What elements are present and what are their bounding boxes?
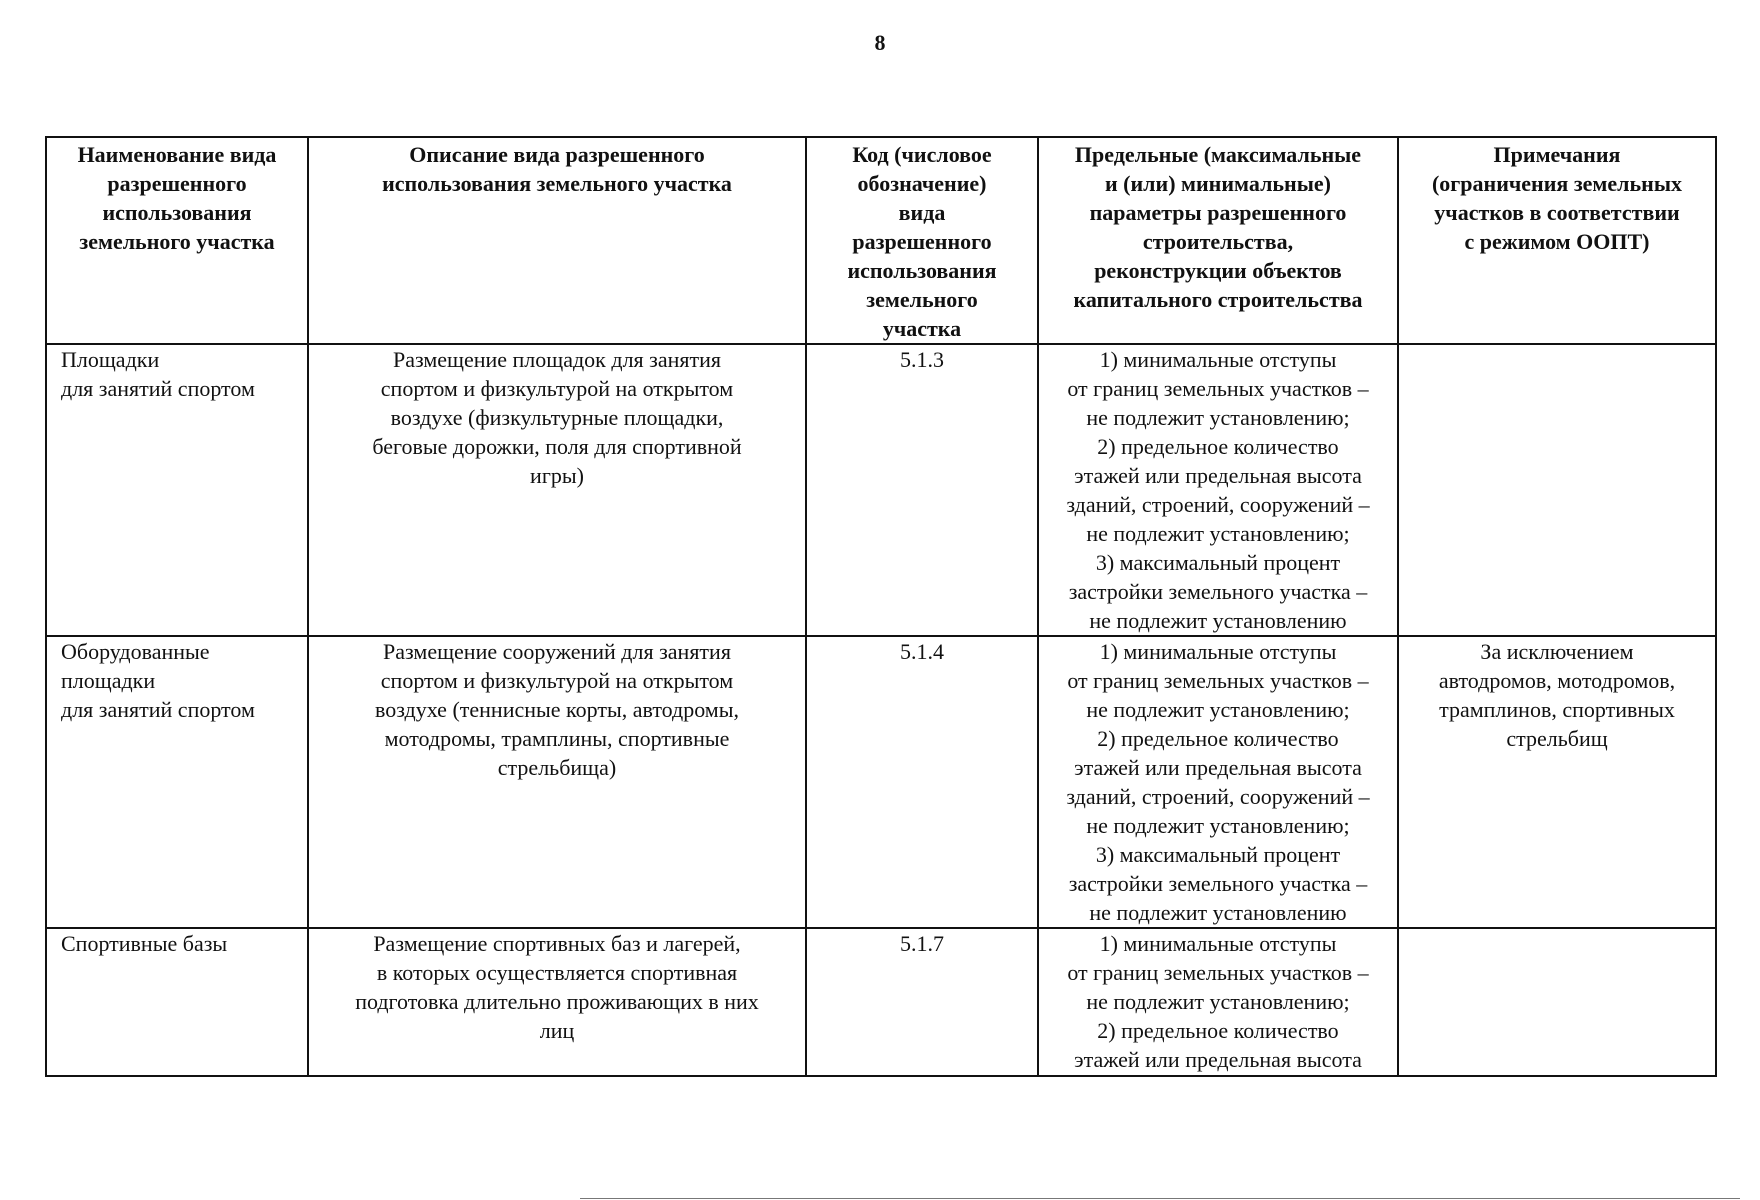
table-row	[46, 344, 1716, 636]
cell-text-line: мотодромы, трамплины, спортивные	[384, 726, 730, 751]
cell-text-line: и (или) минимальные)	[1105, 171, 1331, 196]
cell-build-parameters	[1038, 344, 1398, 636]
cell-text-line: строительства,	[1142, 229, 1294, 254]
cell-text-line: 3) максимальный процент	[1095, 842, 1341, 867]
cell-notes	[1398, 344, 1716, 636]
cell-text-line: зданий, строений, сооружений –	[1066, 784, 1370, 809]
cell-use-description	[308, 636, 806, 928]
cell-text-line: не подлежит установлению	[1089, 608, 1347, 633]
cell-text-line: лиц	[539, 1018, 575, 1043]
cell-text-line: для занятий спортом	[61, 376, 255, 401]
cell-text-line: Спортивные базы	[61, 931, 228, 956]
cell-text-line: этажей или предельная высота	[1074, 463, 1362, 488]
cell-text-line: этажей или предельная высота	[1074, 1047, 1362, 1072]
cell-text-line: от границ земельных участков –	[1067, 376, 1369, 401]
cell-text-line: реконструкции объектов	[1094, 258, 1342, 283]
cell-text-line: подготовка длительно проживающих в них	[355, 989, 759, 1014]
cell-text-line: для занятий спортом	[61, 697, 255, 722]
cell-text-line: не подлежит установлению	[1089, 900, 1347, 925]
cell-text-line: не подлежит установлению;	[1086, 813, 1350, 838]
cell-text-line: Наименование вида	[77, 142, 277, 167]
cell-text-line: 5.1.4	[900, 639, 944, 664]
cell-text-line: (ограничения земельных	[1431, 171, 1682, 196]
cell-text-line: от границ земельных участков –	[1067, 960, 1369, 985]
cell-text-line: спортом и физкультурой на открытом	[380, 376, 734, 401]
cell-text-line: Примечания	[1493, 142, 1621, 167]
cell-text-line: 1) минимальные отступы	[1099, 639, 1337, 664]
cell-text-line: параметры разрешенного	[1089, 200, 1347, 225]
cell-text-line: Размещение площадок для занятия	[392, 347, 722, 372]
cell-text-line: этажей или предельная высота	[1074, 755, 1362, 780]
cell-text-line: использования земельного участка	[382, 171, 732, 196]
cell-text-line: площадки	[61, 668, 156, 693]
cell-text-line: капитального строительства	[1073, 287, 1363, 312]
cell-build-parameters	[1038, 928, 1398, 1076]
header-name	[46, 137, 308, 344]
cell-text-line: Код (числовое	[852, 142, 992, 167]
cell-use-name	[46, 636, 308, 928]
cell-text-line: 2) предельное количество	[1097, 434, 1339, 459]
header-notes	[1398, 137, 1716, 344]
cell-text-line: в которых осуществляется спортивная	[376, 960, 738, 985]
cell-text-line: воздухе (теннисные корты, автодромы,	[375, 697, 739, 722]
cell-text-line: 1) минимальные отступы	[1099, 347, 1337, 372]
cell-text-line: спортом и физкультурой на открытом	[380, 668, 734, 693]
table-header-row	[46, 137, 1716, 344]
cell-text-line: земельного	[866, 287, 978, 312]
cell-text-line: 2) предельное количество	[1097, 726, 1339, 751]
cell-text-line: использования	[847, 258, 997, 283]
footer-rule	[580, 1198, 1740, 1199]
header-description	[308, 137, 806, 344]
cell-text-line: Размещение спортивных баз и лагерей,	[373, 931, 741, 956]
cell-text-line: игры)	[530, 463, 584, 488]
cell-notes	[1398, 928, 1716, 1076]
header-parameters	[1038, 137, 1398, 344]
cell-text-line: земельного участка	[79, 229, 275, 254]
table-row	[46, 928, 1716, 1076]
cell-use-code	[806, 928, 1038, 1076]
cell-use-code	[806, 636, 1038, 928]
cell-text-line: не подлежит установлению;	[1086, 405, 1350, 430]
cell-use-name	[46, 928, 308, 1076]
cell-text-line: обозначение)	[857, 171, 987, 196]
cell-use-description	[308, 344, 806, 636]
cell-text-line: воздухе (физкультурные площадки,	[390, 405, 724, 430]
cell-text-line: автодромов, мотодромов,	[1438, 668, 1676, 693]
cell-text-line: застройки земельного участка –	[1068, 579, 1368, 604]
cell-text-line: 3) максимальный процент	[1095, 550, 1341, 575]
cell-text-line: вида	[898, 200, 946, 225]
cell-text-line: не подлежит установлению;	[1086, 521, 1350, 546]
cell-text-line: За исключением	[1480, 639, 1634, 664]
table-row	[46, 636, 1716, 928]
cell-text-line: Оборудованные	[61, 639, 210, 664]
cell-text-line: разрешенного	[852, 229, 992, 254]
cell-text-line: участка	[882, 316, 962, 341]
cell-text-line: беговые дорожки, поля для спортивной	[372, 434, 742, 459]
cell-text-line: зданий, строений, сооружений –	[1066, 492, 1370, 517]
page-number: 8	[874, 30, 886, 55]
cell-text-line: разрешенного	[107, 171, 247, 196]
cell-text-line: стрельбищ	[1506, 726, 1608, 751]
cell-text-line: застройки земельного участка –	[1068, 871, 1368, 896]
cell-text-line: Площадки	[61, 347, 160, 372]
land-use-table	[45, 136, 1717, 1077]
cell-text-line: трамплинов, спортивных	[1439, 697, 1675, 722]
cell-text-line: от границ земельных участков –	[1067, 668, 1369, 693]
cell-text-line: Описание вида разрешенного	[409, 142, 705, 167]
cell-notes	[1398, 636, 1716, 928]
cell-text-line: не подлежит установлению;	[1086, 697, 1350, 722]
cell-text-line: с режимом ООПТ)	[1464, 229, 1650, 254]
cell-text-line: не подлежит установлению;	[1086, 989, 1350, 1014]
cell-text-line: 1) минимальные отступы	[1099, 931, 1337, 956]
header-code	[806, 137, 1038, 344]
cell-text-line: стрельбища)	[497, 755, 617, 780]
cell-use-description	[308, 928, 806, 1076]
cell-text-line: 2) предельное количество	[1097, 1018, 1339, 1043]
cell-text-line: Размещение сооружений для занятия	[383, 639, 731, 664]
cell-text-line: участков в соответствии	[1434, 200, 1680, 225]
cell-text-line: 5.1.7	[900, 931, 944, 956]
cell-text-line: 5.1.3	[900, 347, 944, 372]
cell-text-line: использования	[102, 200, 252, 225]
cell-build-parameters	[1038, 636, 1398, 928]
cell-use-code	[806, 344, 1038, 636]
cell-text-line: Предельные (максимальные	[1074, 142, 1362, 167]
cell-use-name	[46, 344, 308, 636]
